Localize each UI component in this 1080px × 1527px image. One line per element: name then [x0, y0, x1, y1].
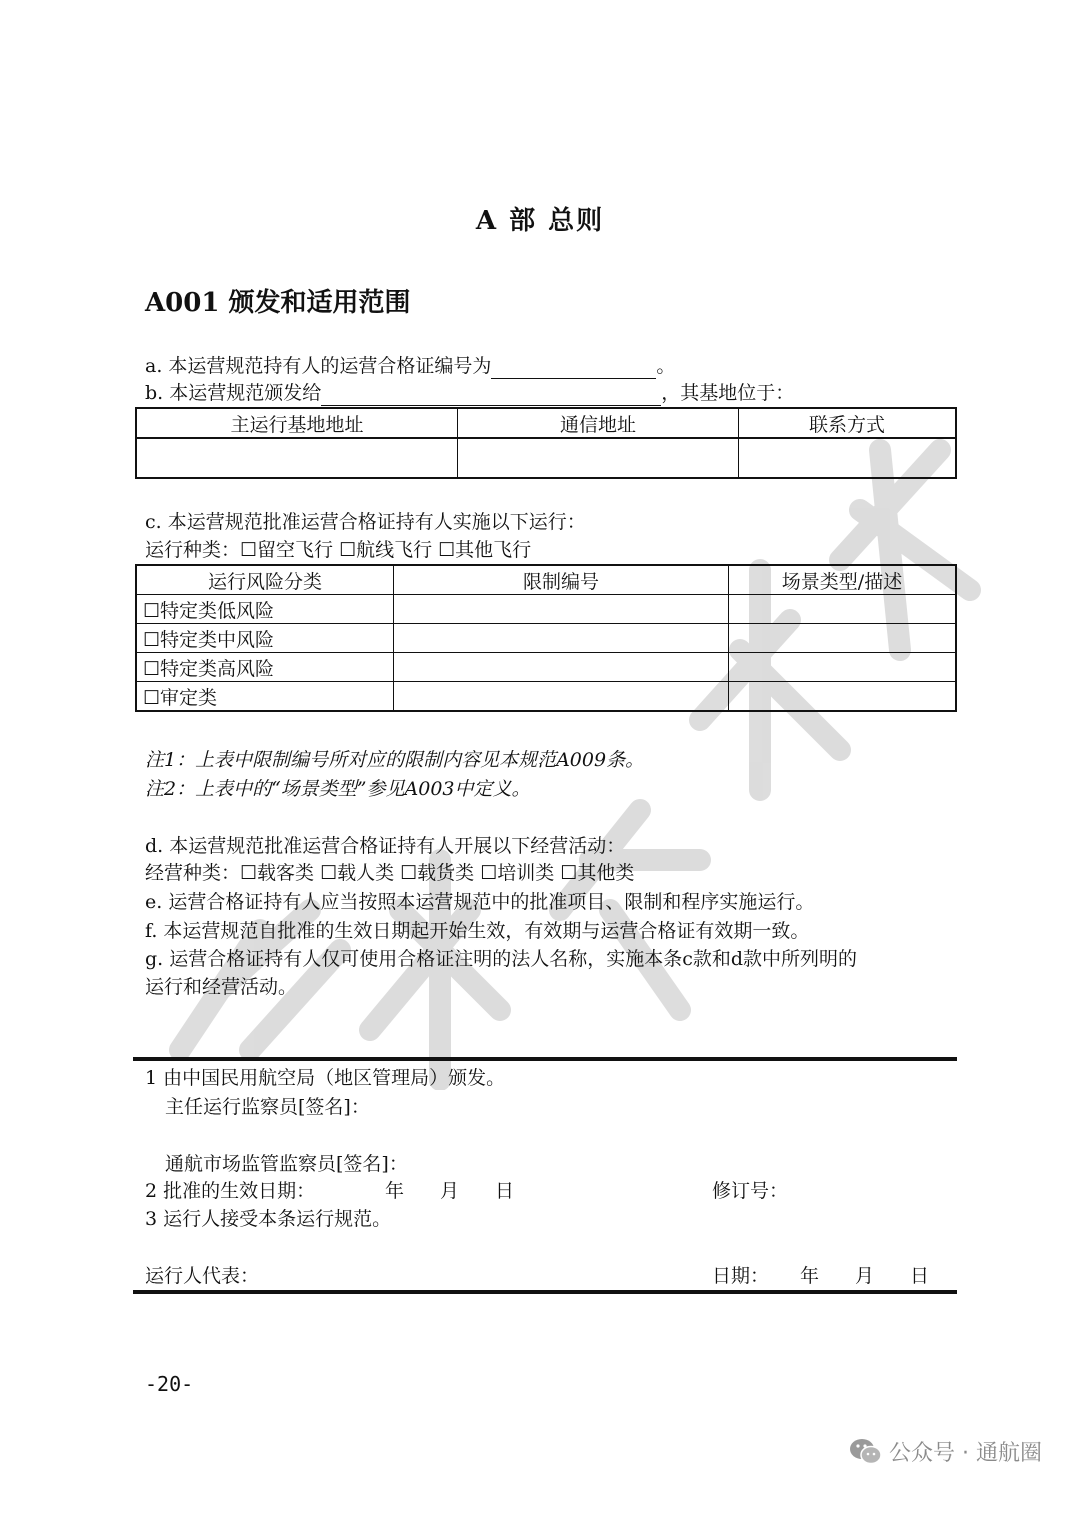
signature-item-1: 1 由中国民用航空局（地区管理局）颁发。: [145, 1067, 506, 1089]
acceptance-year-label: 年: [800, 1265, 820, 1287]
table-row-label: ☐特定类低风险: [136, 595, 394, 624]
table1-header: 联系方式: [739, 408, 957, 438]
line-b-text: b. 本运营规范颁发给: [145, 382, 322, 404]
table1-header: 通信地址: [458, 408, 739, 438]
line-d: d. 本运营规范批准运营合格证持有人开展以下经营活动：: [145, 835, 626, 857]
page-number: -20-: [145, 1372, 194, 1396]
risk-category-table: [135, 564, 957, 712]
issued-to-blank: [321, 385, 661, 406]
note-2: 注2：上表中的“场景类型”参见A003中定义。: [145, 778, 531, 800]
line-a: [145, 353, 675, 379]
table2-cell: [729, 653, 957, 682]
footer-brand-text: 公众号 · 通航圈: [889, 1441, 1042, 1466]
table2-cell: [729, 595, 957, 624]
table2-cell: [394, 595, 729, 624]
effective-day-label: 日: [495, 1180, 515, 1202]
line-b-suffix: ，其基地位于：: [661, 382, 795, 404]
market-inspector-signature: 通航市场监管监察员[签名]：: [165, 1153, 408, 1175]
signature-bottom-rule: [133, 1290, 957, 1294]
operator-representative: 运行人代表：: [145, 1265, 260, 1287]
table2-header: 限制编号: [394, 565, 729, 595]
acceptance-date-label: 日期：: [712, 1265, 770, 1287]
table2-cell: [729, 624, 957, 653]
base-address-table: [135, 407, 957, 479]
line-f: f. 本运营规范自批准的生效日期起开始生效，有效期与运营合格证有效期一致。: [145, 920, 810, 942]
part-title: A 部 总则: [475, 206, 605, 236]
table1-header: 主运行基地地址: [136, 408, 458, 438]
acceptance-month-label: 月: [855, 1265, 875, 1287]
certificate-number-blank: [491, 358, 656, 379]
signature-item-2: 2 批准的生效日期：: [145, 1180, 316, 1202]
note-1: 注1：上表中限制编号所对应的限制内容见本规范A009条。: [145, 749, 645, 771]
wechat-icon: [849, 1437, 883, 1467]
table1-cell: [739, 438, 957, 478]
line-a-text: a. 本运营规范持有人的运营合格证编号为: [145, 355, 492, 377]
business-types: 经营种类：☐载客类 ☐载人类 ☐载货类 ☐培训类 ☐其他类: [145, 862, 635, 884]
line-e: e. 运营合格证持有人应当按照本运营规范中的批准项目、限制和程序实施运行。: [145, 891, 815, 913]
table-row-label: ☐特定类中风险: [136, 624, 394, 653]
section-title: A001 颁发和适用范围: [145, 288, 411, 318]
table-row-label: ☐审定类: [136, 682, 394, 712]
table2-cell: [394, 682, 729, 712]
table1-cell: [136, 438, 458, 478]
footer-brand: [849, 1436, 1042, 1467]
revision-number-label: 修订号：: [712, 1180, 789, 1202]
table2-header: 场景类型/描述: [729, 565, 957, 595]
line-g-continued: 运行和经营活动。: [145, 976, 298, 998]
signature-top-rule: [133, 1057, 957, 1061]
line-a-suffix: 。: [656, 355, 676, 377]
line-b: [145, 380, 794, 406]
effective-month-label: 月: [440, 1180, 460, 1202]
line-g: g. 运营合格证持有人仅可使用合格证注明的法人名称，实施本条c款和d款中所列明的: [145, 948, 858, 970]
effective-year-label: 年: [385, 1180, 405, 1202]
table2-cell: [729, 682, 957, 712]
table2-cell: [394, 624, 729, 653]
operation-types: 运行种类：☐留空飞行 ☐航线飞行 ☐其他飞行: [145, 539, 532, 561]
table2-cell: [394, 653, 729, 682]
signature-item-3: 3 运行人接受本条运行规范。: [145, 1208, 392, 1230]
table1-cell: [458, 438, 739, 478]
line-c: c. 本运营规范批准运营合格证持有人实施以下运行：: [145, 511, 586, 533]
acceptance-day-label: 日: [910, 1265, 930, 1287]
table2-header: 运行风险分类: [136, 565, 394, 595]
chief-inspector-signature: 主任运行监察员[签名]：: [165, 1096, 370, 1118]
table-row-label: ☐特定类高风险: [136, 653, 394, 682]
